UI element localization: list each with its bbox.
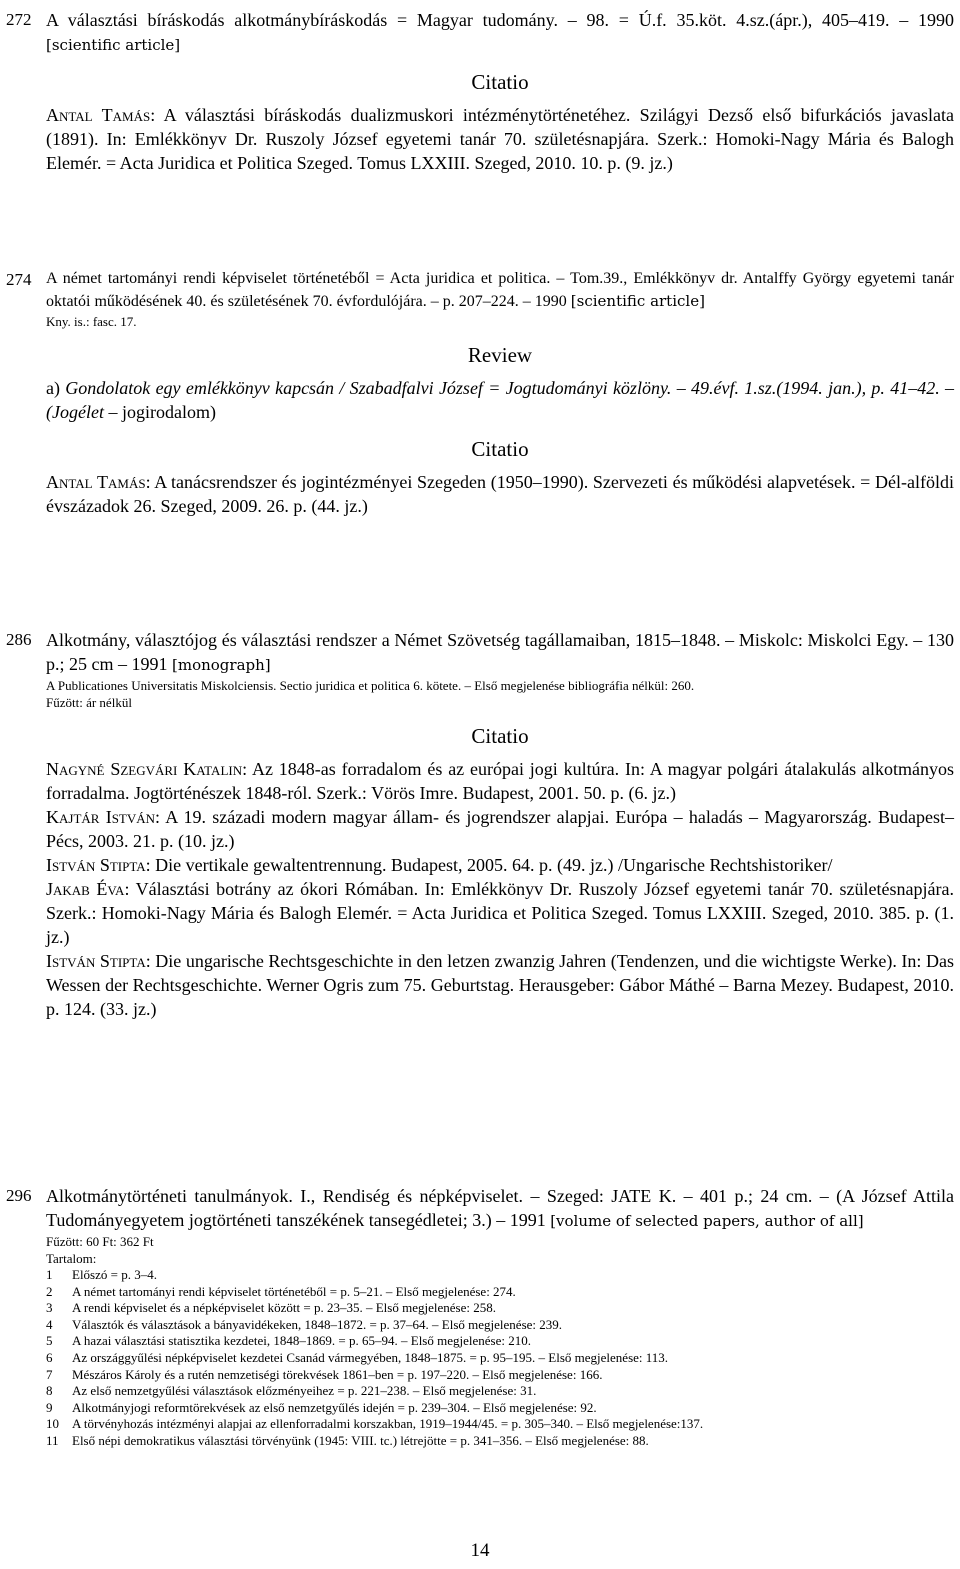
- toc-number: 10: [46, 1416, 59, 1432]
- entry-type-tag: [monograph]: [172, 656, 271, 674]
- citation-author: Nagyné Szegvári Katalin:: [46, 759, 248, 779]
- page-number: 14: [470, 1540, 490, 1561]
- entry-title: A választási bíráskodás alkotmánybíráskodás = Magyar tudomány. – 98. = Ú.f. 35.köt. 4.sz.(ápr.), 405–419. – 1990 [scientific article]: [46, 10, 954, 54]
- entry-number: 272: [6, 10, 32, 29]
- entry-type-tag: [scientific article]: [46, 36, 181, 54]
- entry-274: [6, 268, 954, 518]
- entry-note: A Publicationes Universitatis Miskolciensis. Sectio juridica et politica 6. kötete. – Első megjelenése bibliográfia nélkül: 260.: [46, 678, 695, 693]
- toc-item: Mészáros Károly és a rutén nemzetiségi törekvések 1861–ben = p. 197–220. – Első megjelenése: 166.: [72, 1366, 603, 1382]
- citation: Jakab Éva: Választási botrány az ókori Rómában. In: Emlékkönyv Dr. Ruszoly József egyetemi tanár 70. születésnapjára. Szerk.: Homoki-Nagy Mária és Balogh Elemér. = Acta Juridica et Politica Szeged. Tomus LXXIII. Szeged, 2010. 385. p. (1. jz.): [46, 879, 954, 947]
- toc-item: Előszó = p. 3–4.: [72, 1267, 157, 1282]
- toc-number: 2: [46, 1283, 53, 1299]
- section-heading-review: Review: [467, 343, 533, 367]
- citation: Antal Tamás: A tanácsrendszer és jogintézményei Szegeden (1950–1990). Szervezeti és működési alapvetések. = Dél-alföldi évszázadok 26. Szeged, 2009. 26. p. (44. jz.): [46, 472, 954, 516]
- toc-number: 6: [46, 1349, 53, 1365]
- toc-item: Az országgyűlési népképviselet kezdetei Csanád vármegyében, 1848–1875. = p. 95–195. – Első megjelenése: 113.: [72, 1349, 669, 1365]
- entry-286: [6, 628, 954, 1021]
- entry-296: [6, 1184, 954, 1450]
- entry-number: 274: [6, 270, 32, 289]
- entry-note: Kny. is.: fasc. 17.: [46, 314, 137, 329]
- entry-note: Fűzött: 60 Ft: 362 Ft: [46, 1234, 154, 1249]
- entry-number: 296: [6, 1186, 32, 1205]
- citation: Nagyné Szegvári Katalin: Az 1848-as forradalom és az európai jogi kultúra. In: A magyar polgári átalakulás alkotmányos forradalma. Jogtörténészek 1848-ról. Szerk.: Vörös Imre. Budapest, 2001. 50. p. (6. jz.): [46, 759, 954, 803]
- entry-type-tag: [scientific article]: [570, 292, 705, 310]
- entry-number: 286: [6, 630, 32, 649]
- citation-author: Kajtár István:: [46, 807, 161, 827]
- citation: István Stipta: Die ungarische Rechtsgeschichte in den letzen zwanzig Jahren (Tendenzen, und die wichtigste Werke). In: Das Wessen der Rechtsgeschichte. Werner Ogris zum 75. Geburtstag. Herausgeber: Gábor Máthé – Barna Mezey. Budapest, 2010. p. 124. (33. jz.): [46, 951, 954, 1019]
- entry-title: Alkotmány, választójog és választási rendszer a Német Szövetség tagállamaiban, 1815–1848. – Miskolc: Miskolci Egy. – 130 p.; 25 cm – 1991 [monograph]: [46, 630, 954, 674]
- citation-author: István Stipta:: [46, 951, 151, 971]
- toc-item: A rendi képviselet és a népképviselet között = p. 23–35. – Első megjelenése: 258.: [72, 1300, 496, 1316]
- toc-item: Választók és választások a bányavidékeken, 1848–1872. = p. 37–64. – Első megjelenése: 239.: [72, 1316, 563, 1332]
- toc-item: A törvényhozás intézményi alapjai az ellenforradalmi korszakban, 1919–1944/45. = p. 305–340. – Első megjelenése:137.: [72, 1416, 704, 1432]
- entry-title: A német tartományi rendi képviselet történetéből = Acta juridica et politica. – Tom.39., Emlékkönyv dr. Antalffy György egyetemi tanár oktatói működésének 40. és születésének 70. évfordulójára. – p. 207–224. – 1990 [scientific article]: [46, 270, 954, 310]
- toc-item: A hazai választási statisztika kezdetei, 1848–1869. = p. 65–94. – Első megjelenése: 210.: [72, 1333, 531, 1349]
- entry-title: Alkotmánytörténeti tanulmányok. I., Rendiség és népképviselet. – Szeged: JATE K. – 401 p.; 24 cm. – (A József Attila Tudományegyetem jogtörténeti tanszékének tansegédletei; 3.) – 1991 [volume of selected papers, author of all]: [46, 1186, 954, 1230]
- section-heading-citatio: Citatio: [471, 724, 529, 748]
- entry-note: Tartalom:: [46, 1251, 97, 1266]
- toc-number: 11: [46, 1432, 59, 1448]
- citation: Antal Tamás: A választási bíráskodás dualizmuskori intézménytörténetéhez. Szilágyi Dezső első bifurkációs javaslata (1891). In: Emlékkönyv Dr. Ruszoly József egyetemi tanár 70. születésnapjára. Szerk.: Homoki-Nagy Mária és Balogh Elemér. = Acta Juridica et Politica Szeged. Tomus LXXIII. Szeged, 2010. 10. p. (9. jz.): [46, 105, 954, 173]
- toc-item: Első népi demokratikus választási törvényünk (1945: VIII. tc.) létrejötte = p. 341–356. – Első megjelenése: 88.: [72, 1432, 649, 1448]
- citation: Kajtár István: A 19. századi modern magyar állam- és jogrendszer alapjai. Európa – haladás – Magyarország. Budapest–Pécs, 2003. 21. p. (10. jz.): [46, 807, 954, 851]
- citation: István Stipta: Die vertikale gewaltentrennung. Budapest, 2005. 64. p. (49. jz.) /Ungarische Rechtshistoriker/: [46, 855, 833, 875]
- toc-number: 9: [46, 1399, 53, 1415]
- table-of-contents: [46, 1267, 954, 1450]
- toc-item: Alkotmányjogi reformtörekvések az első nemzetgyűlés idején = p. 239–304. – Első megjelenése: 92.: [72, 1399, 597, 1415]
- toc-number: 3: [46, 1300, 53, 1316]
- citation-author: István Stipta:: [46, 855, 151, 875]
- toc-number: 1: [46, 1267, 53, 1282]
- toc-number: 4: [46, 1316, 53, 1332]
- toc-number: 8: [46, 1383, 53, 1399]
- toc-item: Az első nemzetgyűlési választások előzményeihez = p. 221–238. – Első megjelenése: 31.: [72, 1383, 537, 1399]
- citation-author: Antal Tamás:: [46, 472, 151, 492]
- entry-type-tag: [volume of selected papers, author of all]: [550, 1212, 864, 1230]
- entry-272: [6, 8, 954, 175]
- review-item: a) Gondolatok egy emlékkönyv kapcsán / Szabadfalvi József = Jogtudományi közlöny. – 49.évf. 1.sz.(1994. jan.), p. 41–42. – (Jogélet – jogirodalom): [46, 378, 954, 422]
- toc-number: 5: [46, 1333, 53, 1349]
- toc-item: A német tartományi rendi képviselet történetéből = p. 5–21. – Első megjelenése: 274.: [72, 1283, 516, 1299]
- section-heading-citatio: Citatio: [471, 437, 529, 461]
- entry-note: Fűzött: ár nélkül: [46, 695, 132, 710]
- citation-author: Antal Tamás:: [46, 105, 156, 125]
- citation-author: Jakab Éva:: [46, 879, 130, 899]
- section-heading-citatio: Citatio: [471, 70, 529, 94]
- toc-number: 7: [46, 1366, 53, 1382]
